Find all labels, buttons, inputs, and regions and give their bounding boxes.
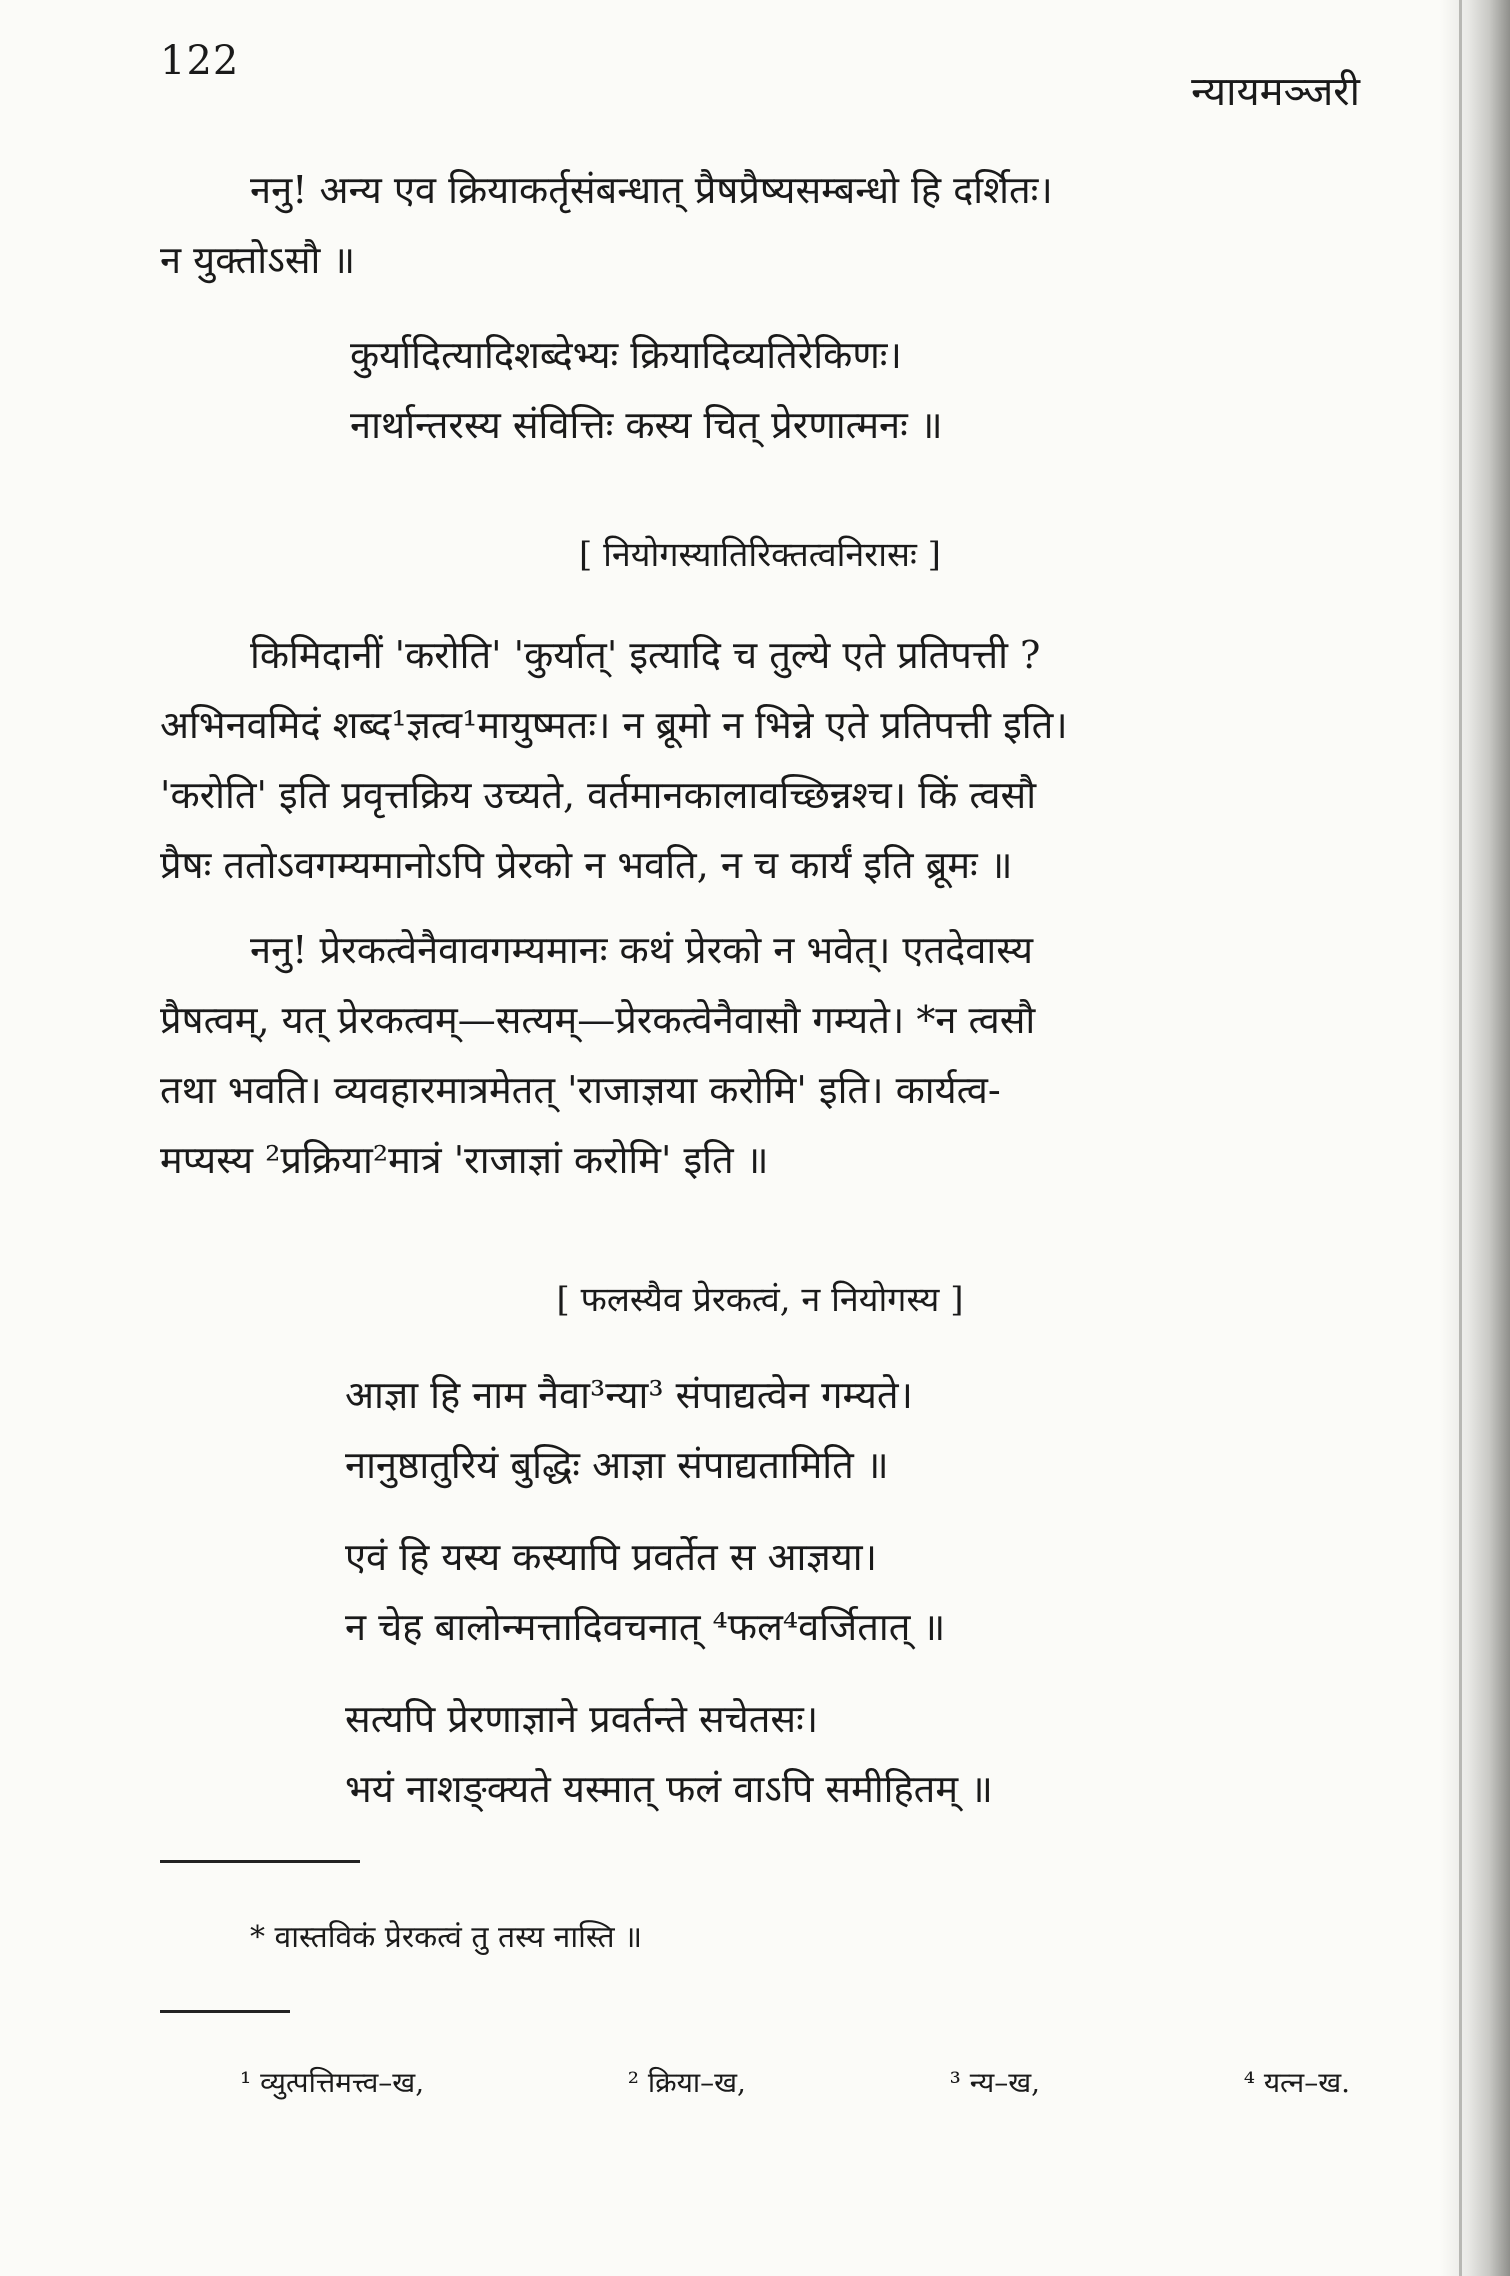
paragraph-3-line-1: ननु! प्रेरकत्वेनैवावगम्यमानः कथं प्रेरको न भवेत्। एतदेवास्य	[250, 928, 1034, 972]
variant-readings	[240, 2063, 1350, 2101]
verse-2	[345, 1360, 993, 1824]
verse-2-line-5: सत्यपि प्रेरणाज्ञाने प्रवर्तन्ते सचेतसः।	[345, 1697, 819, 1741]
verse-spacer	[345, 1500, 993, 1522]
paragraph-2-line-4: प्रैषः ततोऽवगम्यमानोऽपि प्रेरको न भवति, न च कार्यं इति ब्रूमः ॥	[160, 843, 1013, 887]
variant-note-1: ¹ व्युत्पत्तिमत्त्व–ख,	[240, 2066, 425, 2099]
section-heading-1: [ नियोगस्यातिरिक्तत्वनिरासः ]	[579, 535, 941, 575]
paragraph-3-line-3: तथा भवति। व्यवहारमात्रमेतत् 'राजाज्ञया करोमि' इति। कार्यत्व-	[160, 1068, 1001, 1112]
paragraph-3-line-2: प्रैषत्वम्, यत् प्रेरकत्वम्—सत्यम्—प्रेरकत्वेनैवासौ गम्यते। *न त्वसौ	[160, 998, 1036, 1042]
paragraph-2	[160, 620, 1360, 900]
paragraph-2-line-1: किमिदानीं 'करोति' 'कुर्यात्' इत्यादि च तुल्ये एते प्रतिपत्ती ?	[250, 633, 1041, 677]
page-number: 122	[160, 38, 240, 84]
running-head: न्यायमञ्जरी	[1191, 69, 1360, 115]
paragraph-1	[160, 155, 1360, 295]
paragraph-2-line-2: अभिनवमिदं शब्द¹ज्ञत्व¹मायुष्मतः। न ब्रूमो न भिन्ने एते प्रतिपत्ती इति।	[160, 703, 1068, 747]
paragraph-1-line-2: न युक्तोऽसौ ॥	[160, 238, 356, 282]
verse-2-line-1: आज्ञा हि नाम नैवा³न्या³ संपाद्यत्वेन गम्यते।	[345, 1373, 913, 1417]
page-edge-shadow	[1440, 0, 1510, 2276]
verse-2-line-2: नानुष्ठातुरियं बुद्धिः आज्ञा संपाद्यतामिति ॥	[345, 1443, 889, 1487]
verse-2-line-6: भयं नाशङ्क्यते यस्मात् फलं वाऽपि समीहितम् ॥	[345, 1767, 993, 1811]
verse-spacer	[345, 1662, 993, 1684]
footnote-star: * वास्तविकं प्रेरकत्वं तु तस्य नास्ति ॥	[250, 1920, 643, 1955]
variant-note-4: ⁴ यत्न–ख.	[1243, 2066, 1350, 2099]
verse-2-line-3: एवं हि यस्य कस्यापि प्रवर्तेत स आज्ञया।	[345, 1535, 878, 1579]
variant-note-2: ² क्रिया–ख,	[627, 2066, 746, 2099]
footnote-rule	[160, 1860, 360, 1863]
verse-1-line-2: नार्थान्तरस्य संवित्तिः कस्य चित् प्रेरणात्मनः ॥	[350, 403, 943, 447]
verse-2-line-4: न चेह बालोन्मत्तादिवचनात् ⁴फल⁴वर्जितात् ॥	[345, 1605, 946, 1649]
verse-1-line-1: कुर्यादित्यादिशब्देभ्यः क्रियादिव्यतिरेकिणः।	[350, 333, 902, 377]
variants-rule	[160, 2010, 290, 2013]
variant-note-3: ³ न्य–ख,	[949, 2066, 1041, 2099]
section-heading-2: [ फलस्यैव प्रेरकत्वं, न नियोगस्य ]	[556, 1280, 964, 1320]
verse-1	[350, 320, 943, 460]
paragraph-3	[160, 915, 1360, 1195]
page-gutter-line	[1459, 0, 1462, 2276]
paragraph-1-line-1: ननु! अन्य एव क्रियाकर्तृसंबन्धात् प्रैषप्रैष्यसम्बन्धो हि दर्शितः।	[250, 168, 1053, 212]
paragraph-3-line-4: मप्यस्य ²प्रक्रिया²मात्रं 'राजाज्ञां करोमि' इति ॥	[160, 1138, 769, 1182]
paragraph-2-line-3: 'करोति' इति प्रवृत्तक्रिय उच्यते, वर्तमानकालावच्छिन्नश्च। किं त्वसौ	[160, 773, 1037, 817]
